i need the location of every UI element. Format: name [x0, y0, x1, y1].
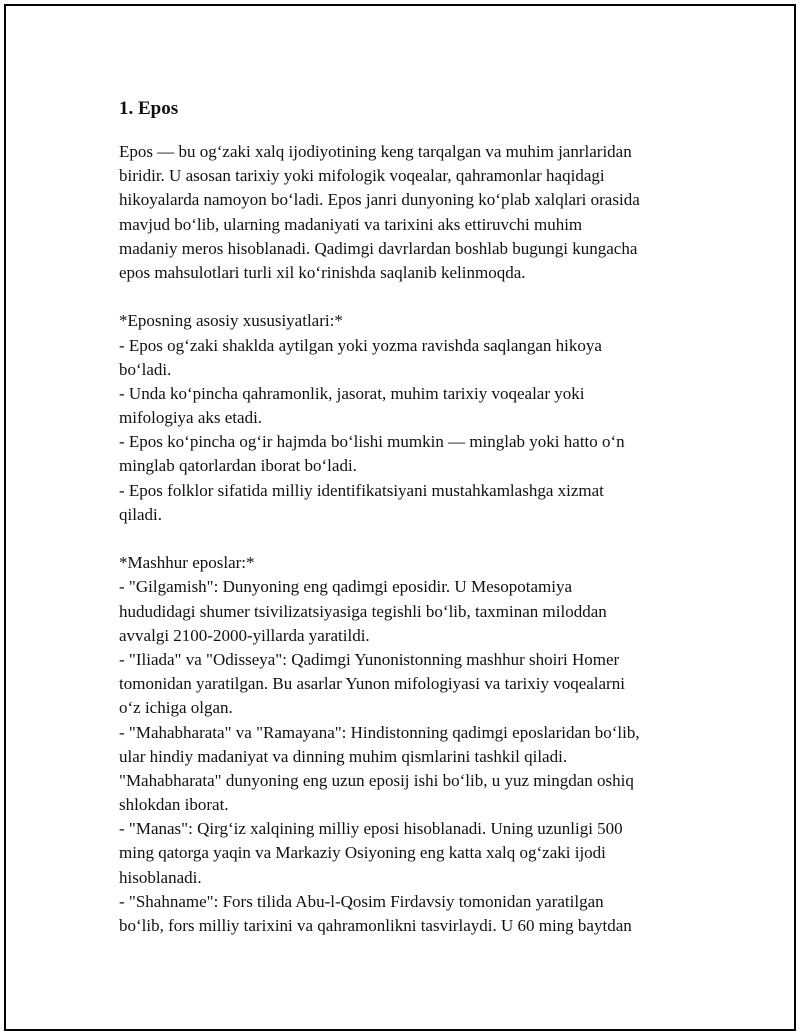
text-line: *Mashhur eposlar:* — [119, 553, 255, 573]
text-line: - Epos ko‘pincha og‘ir hajmda bo‘lishi mumkin — minglab yoki hatto o‘n — [119, 432, 625, 452]
text-line: ular hindiy madaniyat va dinning muhim qismlarini tashkil qiladi. — [119, 746, 568, 766]
document-body — [119, 96, 709, 938]
text-line: - "Iliada" va "Odisseya": Qadimgi Yunonistonning mashhur shoiri Homer — [119, 649, 620, 669]
text-line: shlokdan iborat. — [119, 795, 229, 815]
text-line: "Mahabharata" dunyoning eng uzun eposij ishi bo‘lib, u yuz mingdan oshiq — [119, 770, 634, 790]
text-line: hisoblanadi. — [119, 867, 202, 887]
text-line: tomonidan yaratilgan. Bu asarlar Yunon mifologiyasi va tarixiy voqealarni — [119, 674, 625, 694]
text-line: - "Manas": Qirg‘iz xalqining milliy eposi hisoblanadi. Uning uzunligi 500 — [119, 819, 623, 839]
text-line: - "Mahabharata" va "Ramayana": Hindistonning qadimgi eposlaridan bo‘lib, — [119, 722, 640, 742]
blank-line — [119, 285, 709, 309]
text-line: epos mahsulotlari turli xil ko‘rinishda saqlanib kelinmoqda. — [119, 262, 526, 282]
text-block — [119, 140, 709, 938]
text-line: - Epos og‘zaki shaklda aytilgan yoki yozma ravishda saqlangan hikoya — [119, 335, 602, 355]
text-line: ming qatorga yaqin va Markaziy Osiyoning eng katta xalq og‘zaki ijodi — [119, 843, 606, 863]
text-line: - Unda ko‘pincha qahramonlik, jasorat, muhim tarixiy voqealar yoki — [119, 383, 585, 403]
text-line: minglab qatorlardan iborat bo‘ladi. — [119, 456, 357, 476]
text-line: o‘z ichiga olgan. — [119, 698, 233, 718]
text-line: hikoyalarda namoyon bo‘ladi. Epos janri dunyoning ko‘plab xalqlari orasida — [119, 190, 640, 210]
text-line: madaniy meros hisoblanadi. Qadimgi davrlardan boshlab bugungi kungacha — [119, 238, 638, 258]
text-line: - "Gilgamish": Dunyoning eng qadimgi eposidir. U Mesopotamiya — [119, 577, 572, 597]
text-line: *Eposning asosiy xususiyatlari:* — [119, 311, 343, 331]
text-line: Epos — bu og‘zaki xalq ijodiyotining keng tarqalgan va muhim janrlaridan — [119, 142, 632, 161]
text-line: hududidagi shumer tsivilizatsiyasiga tegishli bo‘lib, taxminan miloddan — [119, 601, 607, 621]
text-line: bo‘ladi. — [119, 359, 172, 379]
blank-line — [119, 527, 709, 551]
text-line: qiladi. — [119, 504, 162, 524]
text-line: mifologiya aks etadi. — [119, 408, 263, 428]
text-line: biridir. U asosan tarixiy yoki mifologik voqealar, qahramonlar haqidagi — [119, 166, 605, 186]
page-frame — [4, 4, 796, 1031]
text-line: - "Shahname": Fors tilida Abu-l-Qosim Firdavsiy tomonidan yaratilgan — [119, 891, 604, 911]
text-line: avvalgi 2100-2000-yillarda yaratildi. — [119, 625, 370, 645]
section-heading: 1. Epos — [119, 98, 179, 119]
text-line: bo‘lib, fors milliy tarixini va qahramonlikni tasvirlaydi. U 60 ming baytdan — [119, 916, 632, 935]
text-line: mavjud bo‘lib, ularning madaniyati va tarixini aks ettiruvchi muhim — [119, 214, 583, 234]
text-line: - Epos folklor sifatida milliy identifikatsiyani mustahkamlashga xizmat — [119, 480, 604, 500]
